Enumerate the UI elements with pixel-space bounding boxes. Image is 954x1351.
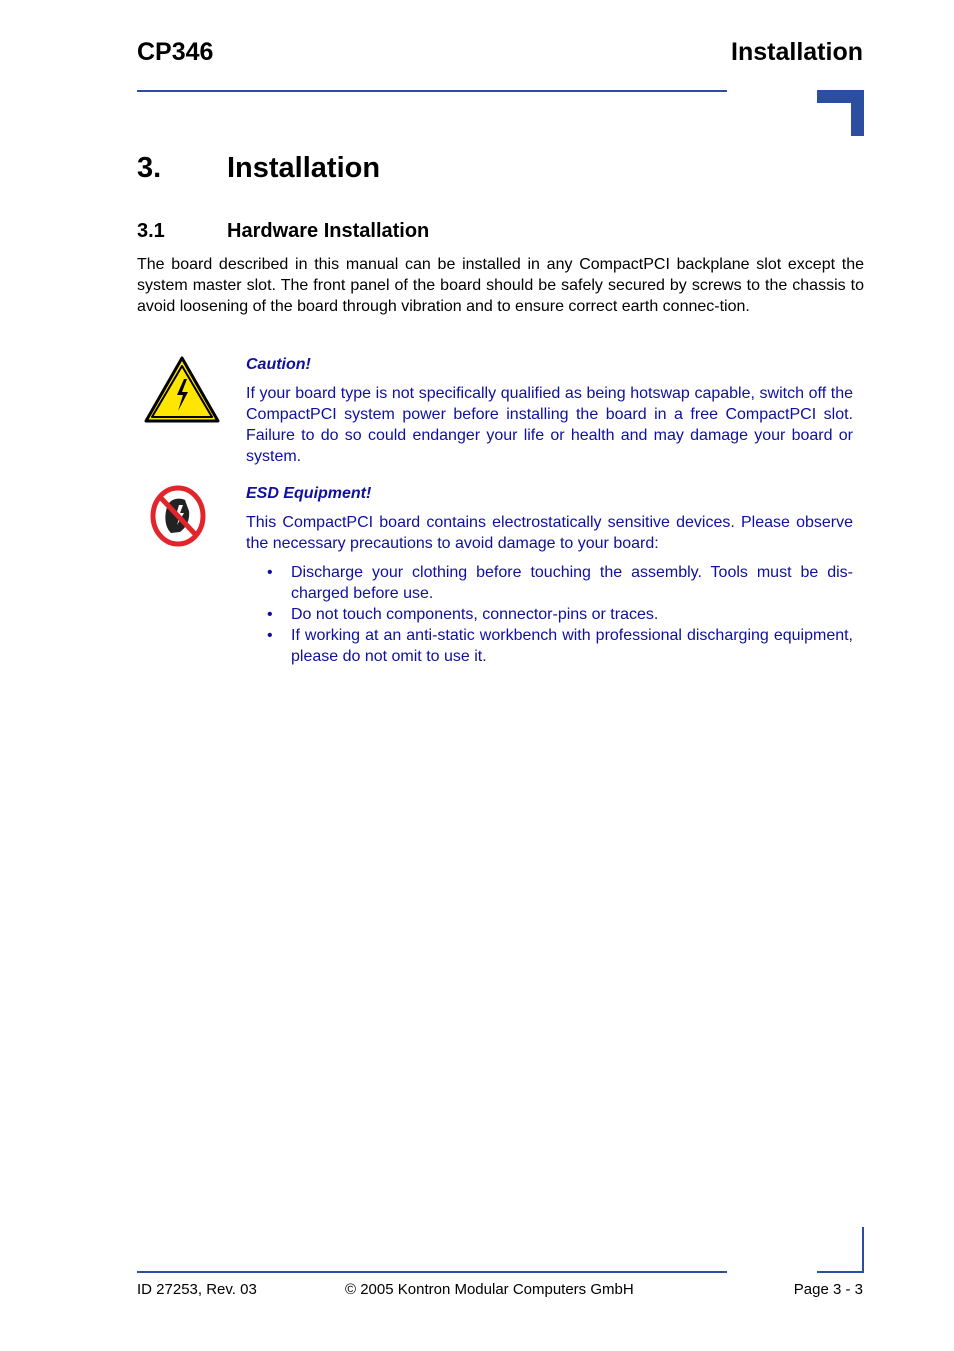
esd-note (246, 483, 853, 667)
section-number: 3.1 (137, 220, 165, 242)
section-title: Hardware Installation (227, 220, 430, 242)
footer-rule (137, 1271, 727, 1273)
high-voltage-warning-icon (143, 355, 221, 425)
bullet-text: Do not touch components, connector-pins or traces. (291, 606, 659, 623)
corner-bracket-top (817, 90, 864, 136)
chapter-title: Installation (227, 152, 381, 184)
esd-text: This CompactPCI board contains electrostatically sensitive devices. Please observe the necessary precautions to avoid damage to your board: (246, 514, 853, 552)
list-item: • Discharge your clothing before touching the assembly. Tools must be dis-charged before use. (267, 564, 853, 602)
esd-bullet-list (246, 562, 853, 667)
esd-prohibition-icon (149, 485, 207, 547)
footer-doc-id: ID 27253, Rev. 03 (137, 1281, 257, 1298)
list-item: • If working at an anti-static workbench with professional discharging equipment, please do not omit to use it. (267, 627, 853, 665)
caution-title: Caution! (246, 356, 311, 373)
header-section: Installation (731, 38, 863, 66)
bullet-text: If working at an anti-static workbench with professional discharging equipment, please do not omit to use it. (291, 627, 853, 665)
header-product: CP346 (137, 38, 214, 66)
list-item: • Do not touch components, connector-pins or traces. (267, 606, 659, 623)
footer-page-number: Page 3 - 3 (793, 1281, 863, 1298)
footer-copyright: © 2005 Kontron Modular Computers GmbH (345, 1281, 634, 1298)
caution-text: If your board type is not specifically qualified as being hotswap capable, switch off the CompactPCI system power before installing the board in a free CompactPCI slot. Failure to do so could endanger your life or health and may damage your board or system. (246, 385, 853, 465)
bullet-text: Discharge your clothing before touching the assembly. Tools must be dis-charged before use. (291, 564, 853, 602)
caution-note (246, 354, 853, 467)
chapter-number: 3. (137, 152, 162, 184)
esd-title: ESD Equipment! (246, 485, 372, 502)
header-rule (137, 90, 727, 92)
corner-bracket-bottom (817, 1227, 864, 1273)
intro-paragraph: The board described in this manual can be installed in any CompactPCI backplane slot except the system master slot. The front panel of the board should be safely secured by screws to the chassis to avoid loosening of the board through vibration and to ensure correct earth connec-tion. (137, 256, 864, 315)
